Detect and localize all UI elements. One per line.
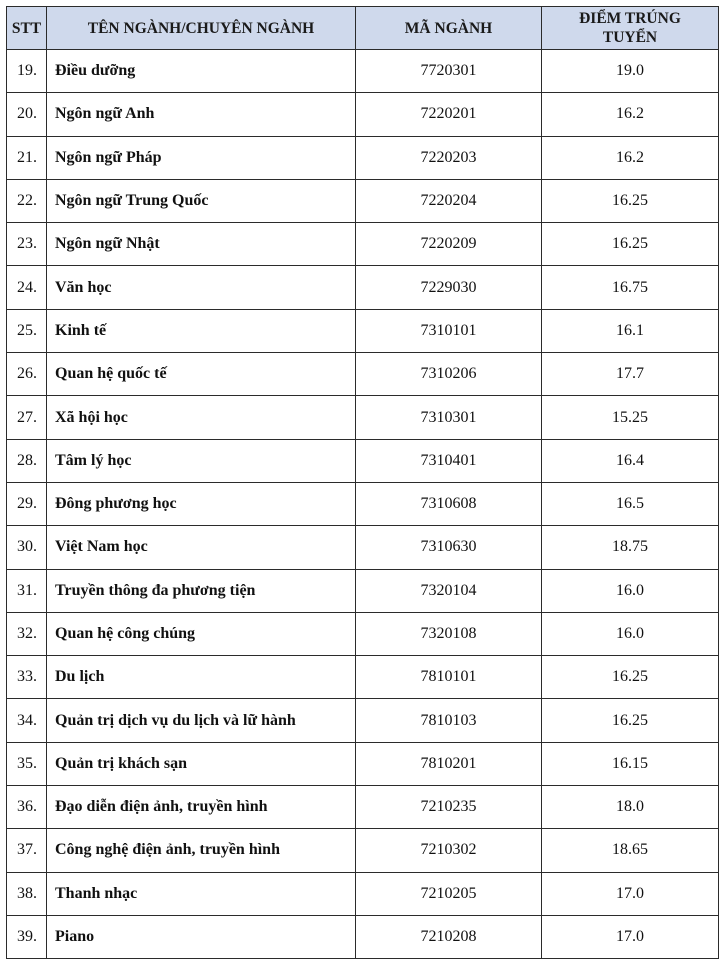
row-major-code: 7220203 (356, 136, 542, 179)
row-major-code: 7810201 (356, 742, 542, 785)
row-stt: 25. (7, 309, 47, 352)
row-admission-score: 16.25 (542, 656, 719, 699)
table-row (7, 612, 719, 655)
row-major-code: 7210235 (356, 786, 542, 829)
row-stt: 23. (7, 223, 47, 266)
table-row (7, 656, 719, 699)
table-body (7, 50, 719, 959)
row-major-name: Văn học (47, 266, 356, 309)
row-stt: 32. (7, 612, 47, 655)
row-major-code: 7310301 (356, 396, 542, 439)
row-major-code: 7310206 (356, 353, 542, 396)
row-stt: 24. (7, 266, 47, 309)
row-admission-score: 18.65 (542, 829, 719, 872)
row-major-name: Quan hệ công chúng (47, 612, 356, 655)
row-major-name: Tâm lý học (47, 439, 356, 482)
row-stt: 19. (7, 50, 47, 93)
admission-scores-table (6, 6, 719, 959)
row-stt: 28. (7, 439, 47, 482)
row-major-code: 7220201 (356, 93, 542, 136)
row-major-code: 7229030 (356, 266, 542, 309)
table-row (7, 93, 719, 136)
row-major-name: Truyền thông đa phương tiện (47, 569, 356, 612)
row-major-code: 7210302 (356, 829, 542, 872)
row-major-name: Công nghệ điện ảnh, truyền hình (47, 829, 356, 872)
row-major-name: Ngôn ngữ Nhật (47, 223, 356, 266)
table-row (7, 309, 719, 352)
row-admission-score: 16.25 (542, 699, 719, 742)
row-major-code: 7810103 (356, 699, 542, 742)
row-admission-score: 18.0 (542, 786, 719, 829)
row-major-code: 7310630 (356, 526, 542, 569)
table-row (7, 569, 719, 612)
row-stt: 37. (7, 829, 47, 872)
row-major-code: 7220204 (356, 179, 542, 222)
row-major-name: Quan hệ quốc tế (47, 353, 356, 396)
table-row (7, 353, 719, 396)
row-major-name: Việt Nam học (47, 526, 356, 569)
row-admission-score: 16.2 (542, 136, 719, 179)
row-major-name: Đông phương học (47, 482, 356, 525)
table-row (7, 396, 719, 439)
row-stt: 22. (7, 179, 47, 222)
row-major-code: 7310401 (356, 439, 542, 482)
row-admission-score: 17.0 (542, 915, 719, 958)
row-major-code: 7310608 (356, 482, 542, 525)
row-major-name: Du lịch (47, 656, 356, 699)
table-row (7, 829, 719, 872)
row-admission-score: 16.0 (542, 569, 719, 612)
row-stt: 20. (7, 93, 47, 136)
row-admission-score: 19.0 (542, 50, 719, 93)
row-stt: 27. (7, 396, 47, 439)
row-admission-score: 16.75 (542, 266, 719, 309)
row-stt: 30. (7, 526, 47, 569)
row-major-name: Quản trị dịch vụ du lịch và lữ hành (47, 699, 356, 742)
row-stt: 38. (7, 872, 47, 915)
row-admission-score: 16.1 (542, 309, 719, 352)
row-major-name: Xã hội học (47, 396, 356, 439)
row-major-code: 7320108 (356, 612, 542, 655)
row-stt: 34. (7, 699, 47, 742)
row-major-name: Thanh nhạc (47, 872, 356, 915)
table-row (7, 915, 719, 958)
table-row (7, 223, 719, 266)
table-row (7, 136, 719, 179)
row-major-name: Ngôn ngữ Pháp (47, 136, 356, 179)
row-major-code: 7220209 (356, 223, 542, 266)
row-admission-score: 17.7 (542, 353, 719, 396)
table-row (7, 50, 719, 93)
row-major-name: Piano (47, 915, 356, 958)
header-major-name: TÊN NGÀNH/CHUYÊN NGÀNH (47, 7, 356, 50)
row-stt: 35. (7, 742, 47, 785)
table-row (7, 699, 719, 742)
row-admission-score: 18.75 (542, 526, 719, 569)
header-admission-score: ĐIỂM TRÚNG TUYỂN (542, 7, 719, 50)
row-stt: 39. (7, 915, 47, 958)
admission-scores-table-container (6, 6, 719, 959)
table-row (7, 266, 719, 309)
row-major-name: Điều dưỡng (47, 50, 356, 93)
row-admission-score: 16.25 (542, 223, 719, 266)
table-row (7, 439, 719, 482)
row-admission-score: 16.5 (542, 482, 719, 525)
table-row (7, 742, 719, 785)
row-admission-score: 16.25 (542, 179, 719, 222)
table-row (7, 872, 719, 915)
row-stt: 21. (7, 136, 47, 179)
row-major-code: 7720301 (356, 50, 542, 93)
table-row (7, 482, 719, 525)
row-major-code: 7210205 (356, 872, 542, 915)
row-admission-score: 16.0 (542, 612, 719, 655)
row-major-name: Kinh tế (47, 309, 356, 352)
row-major-name: Quản trị khách sạn (47, 742, 356, 785)
row-admission-score: 17.0 (542, 872, 719, 915)
header-major-code: MÃ NGÀNH (356, 7, 542, 50)
row-stt: 33. (7, 656, 47, 699)
row-major-name: Ngôn ngữ Trung Quốc (47, 179, 356, 222)
table-row (7, 179, 719, 222)
row-major-code: 7210208 (356, 915, 542, 958)
table-row (7, 526, 719, 569)
table-header-row (7, 7, 719, 50)
row-admission-score: 16.15 (542, 742, 719, 785)
row-major-code: 7810101 (356, 656, 542, 699)
table-row (7, 786, 719, 829)
row-major-code: 7320104 (356, 569, 542, 612)
header-stt: STT (7, 7, 47, 50)
row-major-name: Đạo diễn điện ảnh, truyền hình (47, 786, 356, 829)
row-admission-score: 16.2 (542, 93, 719, 136)
row-stt: 31. (7, 569, 47, 612)
row-stt: 36. (7, 786, 47, 829)
row-stt: 26. (7, 353, 47, 396)
row-stt: 29. (7, 482, 47, 525)
row-admission-score: 16.4 (542, 439, 719, 482)
row-major-name: Ngôn ngữ Anh (47, 93, 356, 136)
row-major-code: 7310101 (356, 309, 542, 352)
row-admission-score: 15.25 (542, 396, 719, 439)
